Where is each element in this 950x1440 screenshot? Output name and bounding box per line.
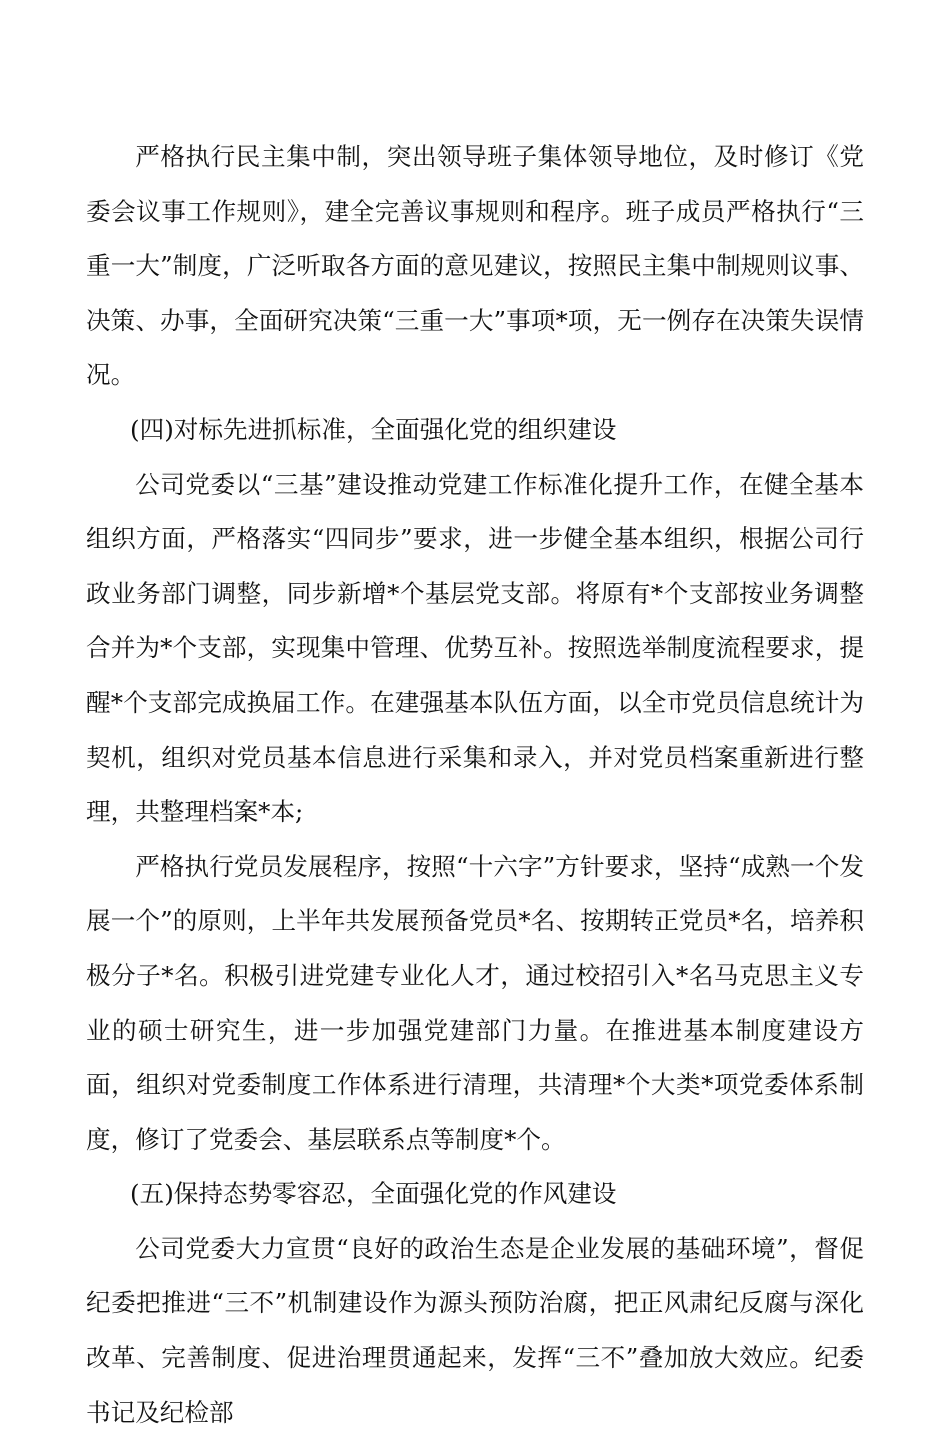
section-heading-work-style: (五)保持态势零容忍，全面强化党的作风建设 <box>130 1179 617 1209</box>
document-body <box>86 130 864 1440</box>
paragraph-member-development: 严格执行党员发展程序，按照“十六字”方针要求，坚持“成熟一个发展一个”的原则，上半年共发展预备党员*名、按期转正党员*名，培养积极分子*名。积极引进党建专业化人才，通过校招引入*名马克思主义专业的硕士研究生，进一步加强党建部门力量。在推进基本制度建设方面，组织对党委制度工作体系进行清理，共清理*个大类*项党委体系制度，修订了党委会、基层联系点等制度*个。 <box>86 851 864 1154</box>
paragraph-democratic-centralism: 严格执行民主集中制，突出领导班子集体领导地位，及时修订《党委会议事工作规则》，建全完善议事规则和程序。班子成员严格执行“三重一大”制度，广泛听取各方面的意见建议，按照民主集中制规则议事、决策、办事，全面研究决策“三重一大”事项*项，无一例存在决策失误情况。 <box>86 142 864 390</box>
paragraph-organization-building: 公司党委以“三基”建设推动党建工作标准化提升工作，在健全基本组织方面，严格落实“四同步”要求，进一步健全基本组织，根据公司行政业务部门调整，同步新增*个基层党支部。将原有*个支部按业务调整合并为*个支部，实现集中管理、优势互补。按照选举制度流程要求，提醒*个支部完成换届工作。在建强基本队伍方面，以全市党员信息统计为契机，组织对党员基本信息进行采集和录入，并对党员档案重新进行整理，共整理档案*本; <box>86 469 864 827</box>
section-heading-organization-building: (四)对标先进抓标准，全面强化党的组织建设 <box>130 414 617 444</box>
paragraph-work-style: 公司党委大力宣贯“良好的政治生态是企业发展的基础环境”，督促纪委把推进“三不”机制建设作为源头预防治腐，把正风肃纪反腐与深化改革、完善制度、促进治理贯通起来，发挥“三不”叠加放大效应。纪委书记及纪检部 <box>86 1233 864 1427</box>
